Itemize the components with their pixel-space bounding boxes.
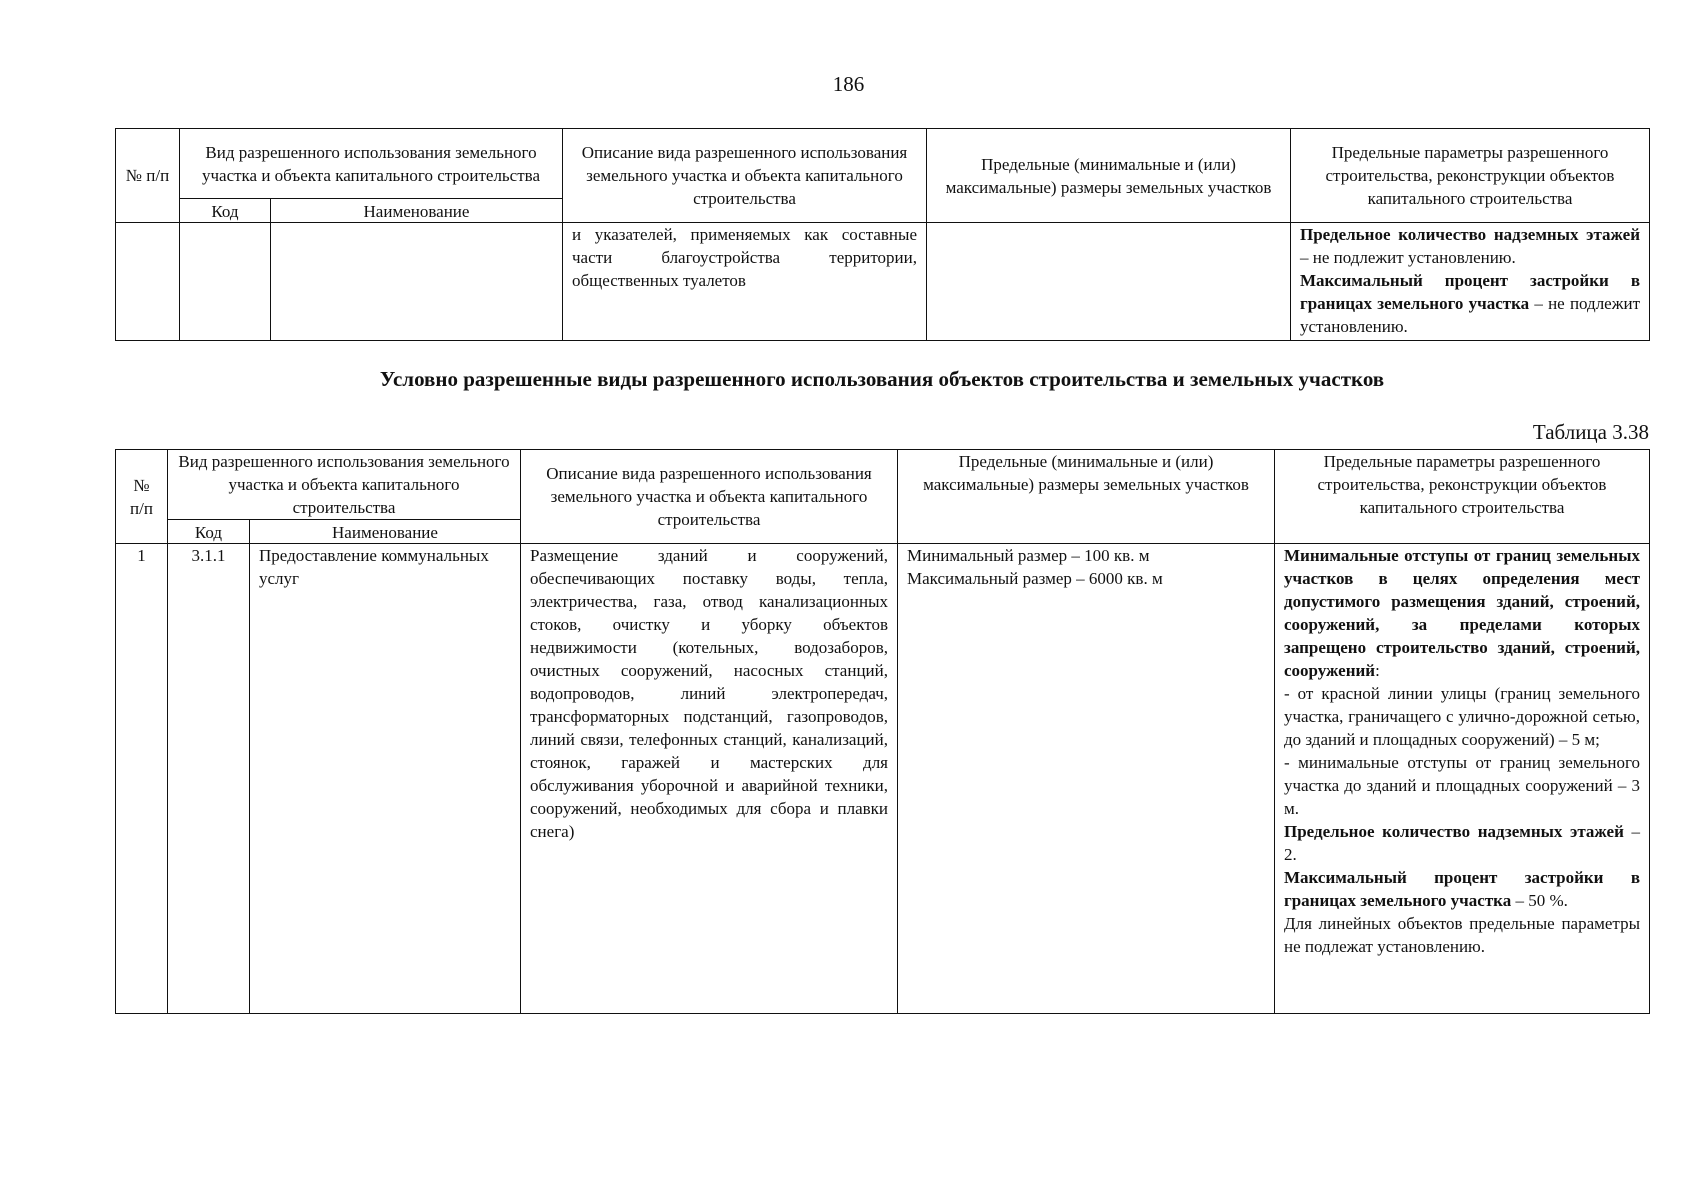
cell-plot-sizes — [927, 223, 1291, 341]
table-caption: Таблица 3.38 — [1532, 420, 1649, 444]
header-description: Описание вида разрешенного использования земельного участка и объекта капитального строительства — [563, 129, 927, 223]
header-num: № п/п — [116, 129, 180, 223]
header-name: Наименование — [250, 520, 521, 544]
header-description: Описание вида разрешенного использования земельного участка и объекта капитального строительства — [521, 450, 898, 544]
header-parameters: Предельные параметры разрешенного строительства, реконструкции объектов капитального строительства — [1275, 450, 1650, 544]
param-linear-note: Для линейных объектов предельные параметры не подлежат установлению. — [1284, 914, 1640, 956]
cell-name — [271, 223, 563, 341]
header-code: Код — [168, 520, 250, 544]
table-row — [116, 223, 1650, 341]
cell-description: Размещение зданий и сооружений, обеспечивающих поставку воды, тепла, электричества, газа, отвод канализационных стоков, очистку и уборку объектов недвижимости (котельных, водозаборов, очистных сооружений, насосных станций, водопроводов, линий электропередач, трансформаторных подстанций, газопроводов, линий связи, телефонных станций, канализаций, стоянок, гаражей и мастерских для обслуживания уборочной и аварийной техники, сооружений, необходимых для сбора и плавки снега) — [521, 544, 898, 1014]
header-use-type: Вид разрешенного использования земельного участка и объекта капитального строительства — [168, 450, 521, 520]
param-floors: Предельное количество надземных этажей – 2. — [1284, 822, 1641, 864]
header-code: Код — [180, 199, 271, 223]
size-max: Максимальный размер – 6000 кв. м — [907, 569, 1163, 588]
header-use-type: Вид разрешенного использования земельного участка и объекта капитального строительства — [180, 129, 563, 199]
param-setbacks: Минимальные отступы от границ земельных участков в целях определения мест допустимого размещения зданий, строений, сооружений, за пределами которых запрещено строительство зданий, строений, сооружений: — [1284, 546, 1640, 680]
param-setback-plot-border: - минимальные отступы от границ земельного участка до зданий и площадных сооружений – 3 м. — [1284, 753, 1640, 818]
cell-description: и указателей, применяемых как составные части благоустройства территории, общественных туалетов — [563, 223, 927, 341]
param-coverage: Максимальный процент застройки в границах земельного участка – 50 %. — [1284, 868, 1640, 910]
param-coverage: Максимальный процент застройки в границах земельного участка – не подлежит установлению. — [1300, 271, 1640, 336]
cell-code: 3.1.1 — [168, 544, 250, 1014]
cell-parameters — [1275, 544, 1650, 1014]
header-plot-sizes: Предельные (минимальные и (или) максимальные) размеры земельных участков — [898, 450, 1275, 544]
table-conditional-uses — [115, 449, 1650, 1014]
header-num: № п/п — [116, 450, 168, 544]
header-name: Наименование — [271, 199, 563, 223]
cell-name: Предоставление коммунальных услуг — [250, 544, 521, 1014]
size-min: Минимальный размер – 100 кв. м — [907, 546, 1150, 565]
cell-num — [116, 223, 180, 341]
page-number: 186 — [832, 72, 865, 96]
table-continuation — [115, 128, 1650, 341]
param-setback-red-line: - от красной линии улицы (границ земельного участка, граничащего с улично-дорожной сетью, до зданий и площадных сооружений) – 5 м; — [1284, 684, 1640, 749]
header-plot-sizes: Предельные (минимальные и (или) максимальные) размеры земельных участков — [927, 129, 1291, 223]
cell-code — [180, 223, 271, 341]
table-row — [116, 544, 1650, 1014]
param-floors: Предельное количество надземных этажей – не подлежит установлению. — [1300, 225, 1640, 267]
section-heading: Условно разрешенные виды разрешенного использования объектов строительства и земельных участков — [379, 367, 1385, 391]
cell-plot-sizes — [898, 544, 1275, 1014]
cell-parameters — [1291, 223, 1650, 341]
cell-num: 1 — [116, 544, 168, 1014]
header-parameters: Предельные параметры разрешенного строительства, реконструкции объектов капитального строительства — [1291, 129, 1650, 223]
